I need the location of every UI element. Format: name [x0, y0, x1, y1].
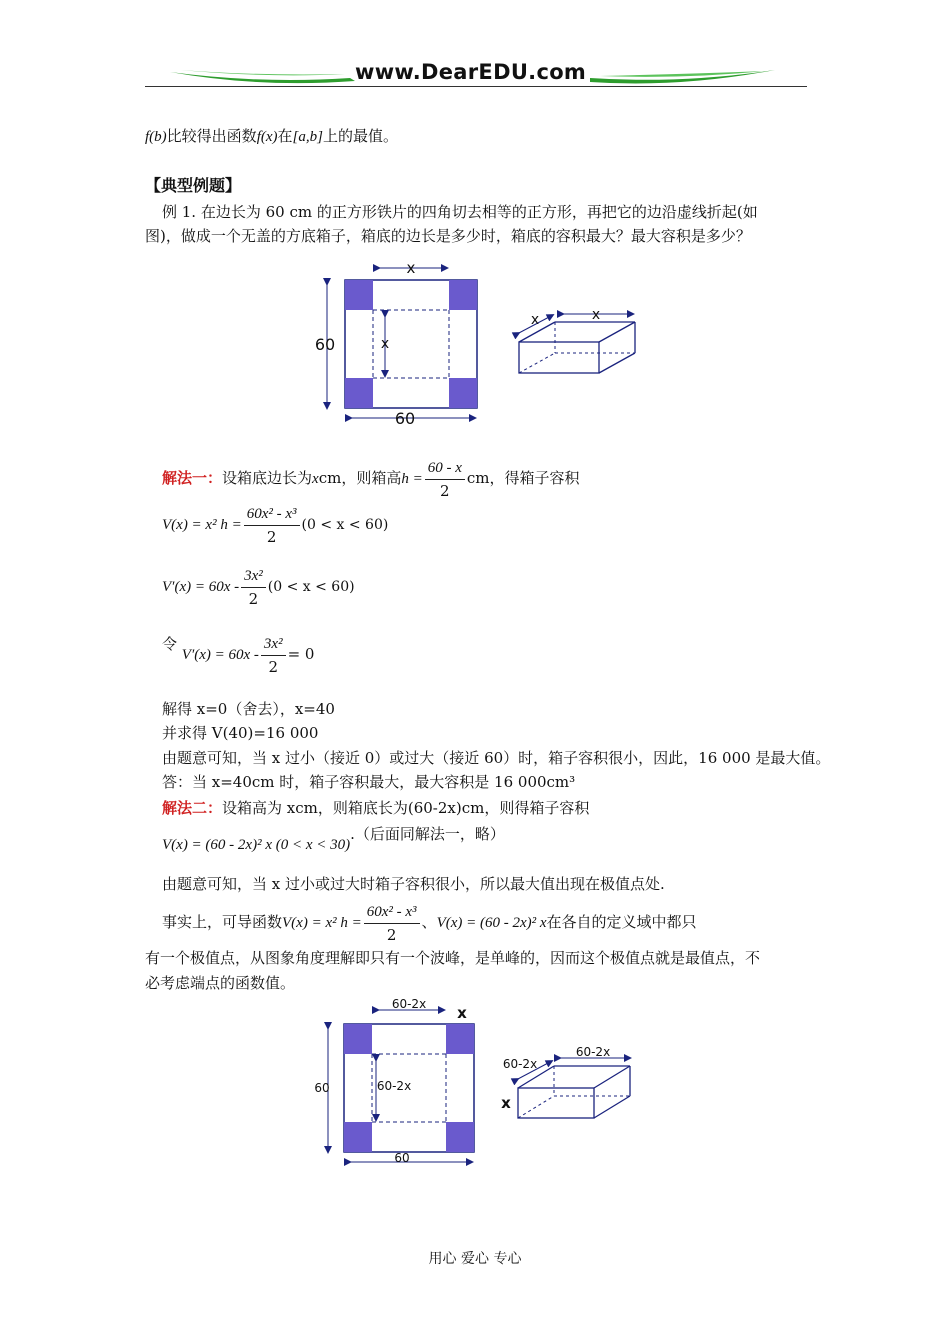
- fig1-label-top: x: [406, 259, 416, 277]
- equation-lhs: V′(x) = 60x -: [181, 647, 259, 663]
- let-word: 令: [162, 635, 178, 653]
- intro-line: [145, 124, 398, 149]
- remark-formula-2: V(x) = (60 - 2x)² x: [436, 915, 547, 931]
- fig2-corner-bottom-right: [446, 1122, 474, 1152]
- example-line-2: 图)，做成一个无盖的方底箱子，箱底的边长是多少时，箱底的容积最大？最大容积是多少？: [145, 227, 751, 245]
- remark-text-1: 事实上，可导函数: [162, 913, 283, 931]
- corner-cut-top-left: [345, 280, 373, 310]
- header-divider: [145, 86, 807, 87]
- derivative-fraction: $\frac{\text{3x²}}{2}$: [241, 565, 266, 610]
- fig2-label-mid: 60-2x: [376, 1079, 412, 1093]
- volume-fraction: $\frac{\text{60x² - x³}}{2}$: [244, 503, 300, 548]
- intro-text-2: 在: [277, 127, 293, 145]
- figure-1-diagram: [305, 258, 655, 430]
- remark-fraction: $\frac{\text{60x² - x³}}{2}$: [364, 901, 420, 946]
- fig1-label-mid: x: [380, 336, 390, 352]
- equation-line: [162, 632, 314, 678]
- equation-rhs: = 0: [287, 645, 315, 663]
- corner-cut-bottom-right: [449, 378, 477, 408]
- answer-line: 答：当 x=40cm 时，箱子容积最大，最大容积是 16 000cm³: [162, 773, 576, 791]
- fig2-label-bottom: 60: [394, 1151, 410, 1165]
- fig2-open-box-drawing: [501, 1045, 630, 1118]
- solution2-note: 由题意可知，当 x 过小或过大时箱子容积很小，所以最大值出现在极值点处.: [162, 875, 665, 893]
- solution2-title: 解法二：: [162, 799, 223, 817]
- volume-formula: [162, 502, 388, 548]
- derivative-lhs: V′(x) = 60x -: [162, 579, 240, 595]
- solve-line: 解得 x=0（舍去），x=40: [162, 700, 335, 718]
- volume-lhs: V(x) = x² h =: [162, 517, 242, 533]
- h-fraction: $\frac{60 - x}{2}$: [425, 457, 465, 502]
- solution1-var: x: [312, 471, 319, 487]
- solution2-tail: .（后面同解法一，略）: [350, 825, 505, 843]
- solution1-text-1: 设箱底边长为: [222, 469, 313, 487]
- fig2-label-top: 60-2x: [391, 997, 427, 1011]
- open-box-drawing: [517, 307, 635, 373]
- page-footer: 用心 爱心 专心: [428, 1251, 522, 1267]
- equation-fraction: $\frac{\text{3x²}}{2}$: [261, 633, 286, 678]
- value-line: 并求得 V(40)=16 000: [162, 724, 319, 742]
- fig1-box-label-length: x: [591, 307, 601, 323]
- fig2-label-corner: x: [457, 1004, 467, 1022]
- solution1-text-3: cm，得箱子容积: [466, 469, 580, 487]
- remark-text-2: 在各自的定义域中都只: [546, 913, 697, 931]
- fig2-box-label-top: 60-2x: [575, 1045, 611, 1059]
- fig2-corner-top-right: [446, 1024, 474, 1054]
- derivative-formula: [162, 564, 355, 610]
- remark-formula-1-lhs: V(x) = x² h =: [282, 915, 362, 931]
- h-label: h =: [401, 471, 423, 487]
- reason-line: 由题意可知，当 x 过小（接近 0）或过大（接近 60）时，箱子容积很小，因此，16 000 是最大值。: [162, 749, 831, 767]
- solution1-text-2: cm，则箱高: [318, 469, 402, 487]
- remark-line-1: [162, 900, 697, 946]
- solution2-formula-line: [162, 825, 505, 857]
- fig2-corner-bottom-left: [344, 1122, 372, 1152]
- solution1-line-1: [162, 456, 580, 502]
- corner-cut-bottom-left: [345, 378, 373, 408]
- remark-sep: 、: [421, 913, 437, 931]
- fig2-label-left: 60: [314, 1081, 330, 1095]
- solution1-title: 解法一：: [162, 469, 223, 487]
- solution2-text: 设箱高为 xcm，则箱底长为(60-2x)cm，则得箱子容积: [222, 799, 590, 817]
- fx-expr: f(x): [256, 129, 278, 145]
- fig2-corner-top-left: [344, 1024, 372, 1054]
- fig2-box-label-side: 60-2x: [502, 1057, 538, 1071]
- fb-expr: f(b): [145, 129, 167, 145]
- interval-expr: [a,b]: [292, 129, 323, 145]
- derivative-domain: (0 < x < 60): [267, 579, 355, 595]
- fig1-box-label-width: x: [530, 312, 540, 328]
- fig1-label-bottom: 60: [394, 409, 416, 428]
- remark-line-2: 有一个极值点，从图象角度理解即只有一个波峰，是单峰的，因而这个极值点就是最值点，不: [145, 949, 761, 967]
- volume-domain: (0 < x < 60): [301, 517, 389, 533]
- fig2-box-label-height: x: [501, 1094, 511, 1112]
- corner-cut-top-right: [449, 280, 477, 310]
- fig1-label-left: 60: [314, 335, 336, 354]
- remark-line-3: 必考虑端点的函数值。: [145, 974, 296, 992]
- example-line-1: 例 1. 在边长为 60 cm 的正方形铁片的四角切去相等的正方形，再把它的边沿虚线折起(如: [162, 203, 758, 221]
- header-brand: www.DearEDU.com: [355, 60, 587, 84]
- figure-2-diagram: [300, 996, 650, 1172]
- intro-text-3: 上的最值。: [322, 127, 398, 145]
- solution2-line: [162, 796, 589, 820]
- intro-text-1: 比较得出函数: [166, 127, 257, 145]
- solution2-formula: V(x) = (60 - 2x)² x (0 < x < 30): [162, 837, 351, 853]
- section-title: 【典型例题】: [145, 176, 242, 195]
